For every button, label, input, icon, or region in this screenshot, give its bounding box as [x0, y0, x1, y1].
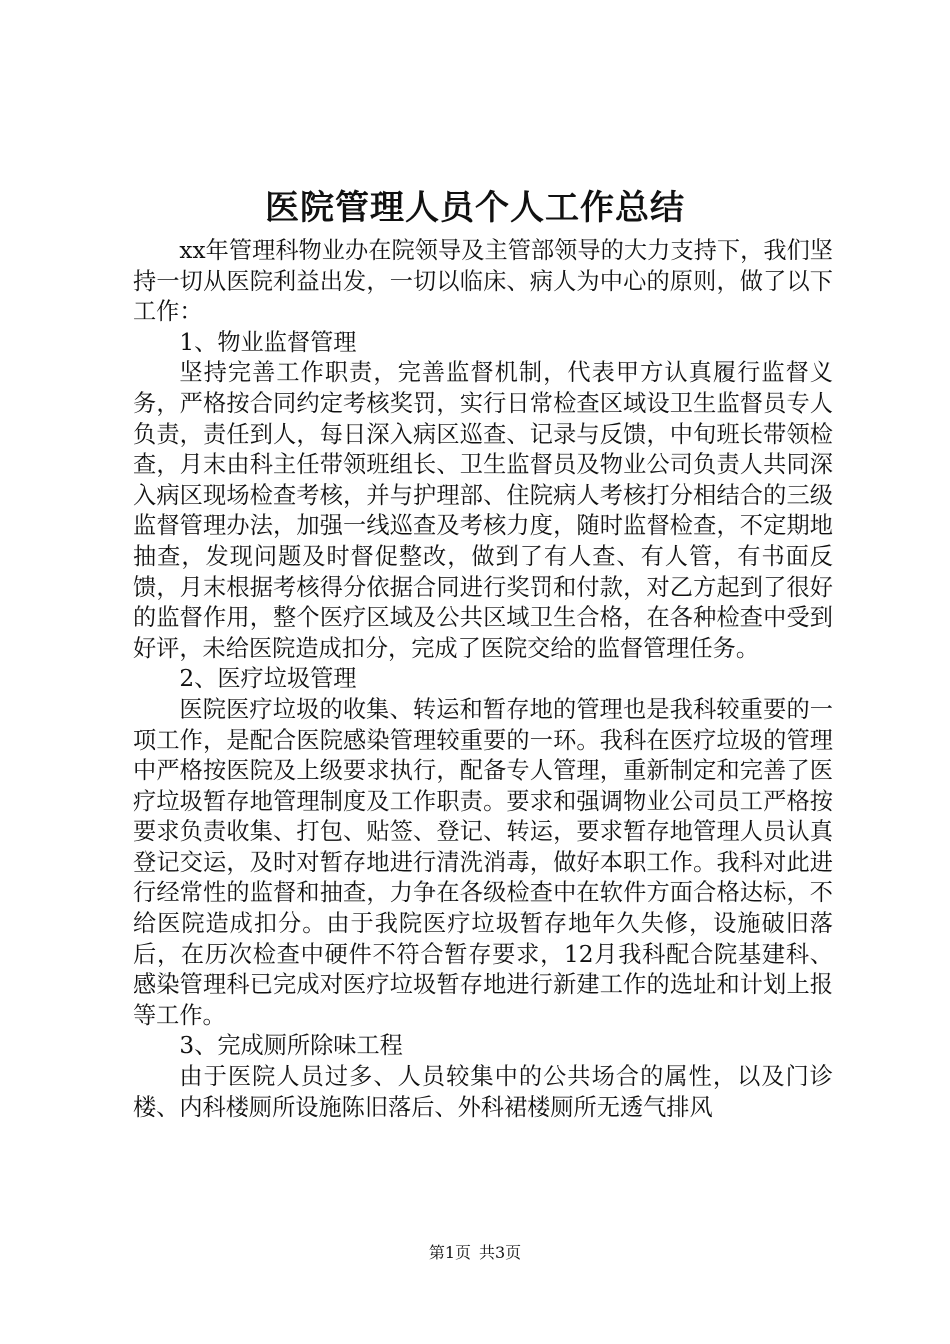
property-supervision-paragraph: 坚持完善工作职责，完善监督机制，代表甲方认真履行监督义务，严格按合同约定考核奖罚，实行日常检查区域设卫生监督员专人负责，责任到人，每日深入病区巡查、记录与反馈，中旬班长带领检查，月末由科主任带领班组长、卫生监督员及物业公司负责人共同深入病区现场检查考核，并与护理部、住院病人考核打分相结合的三级监督管理办法，加强一线巡查及考核力度，随时监督检查，不定期地抽查，发现问题及时督促整改，做到了有人查、有人管，有书面反馈，月末根据考核得分依据合同进行奖罚和付款，对乙方起到了很好的监督作用，整个医疗区域及公共区域卫生合格，在各种检查中受到好评，未给医院造成扣分，完成了医院交给的监督管理任务。 — [133, 359, 833, 662]
document-body — [133, 236, 833, 1123]
section-heading-toilet-deodorization: 3、完成厕所除味工程 — [179, 1032, 403, 1060]
medical-waste-paragraph: 医院医疗垃圾的收集、转运和暂存地的管理也是我科较重要的一项工作，是配合医院感染管理较重要的一环。我科在医疗垃圾的管理中严格按医院及上级要求执行，配备专人管理，重新制定和完善了医疗垃圾暂存地管理制度及工作职责。要求和强调物业公司员工严格按要求负责收集、打包、贴签、登记、转运，要求暂存地管理人员认真登记交运，及时对暂存地进行清洗消毒，做好本职工作。我科对此进行经常性的监督和抽查，力争在各级检查中在软件方面合格达标，不给医院造成扣分。由于我院医疗垃圾暂存地年久失修，设施破旧落后，在历次检查中硬件不符合暂存要求，12月我科配合院基建科、感染管理科已完成对医疗垃圾暂存地进行新建工作的选址和计划上报等工作。 — [133, 695, 833, 1029]
page-total: 共3页 — [479, 1243, 522, 1262]
page-number: 第1页 — [428, 1243, 471, 1262]
toilet-deodorization-paragraph: 由于医院人员过多、人员较集中的公共场合的属性，以及门诊楼、内科楼厕所设施陈旧落后、外科裙楼厕所无透气排风 — [133, 1063, 833, 1121]
document-title: 医院管理人员个人工作总结 — [265, 188, 685, 228]
section-heading-medical-waste: 2、医疗垃圾管理 — [179, 665, 357, 693]
intro-paragraph: xx年管理科物业办在院领导及主管部领导的大力支持下，我们坚持一切从医院利益出发，一切以临床、病人为中心的原则，做了以下工作： — [133, 237, 833, 326]
section-heading-property-supervision: 1、物业监督管理 — [179, 328, 357, 356]
page-footer — [0, 1242, 950, 1264]
